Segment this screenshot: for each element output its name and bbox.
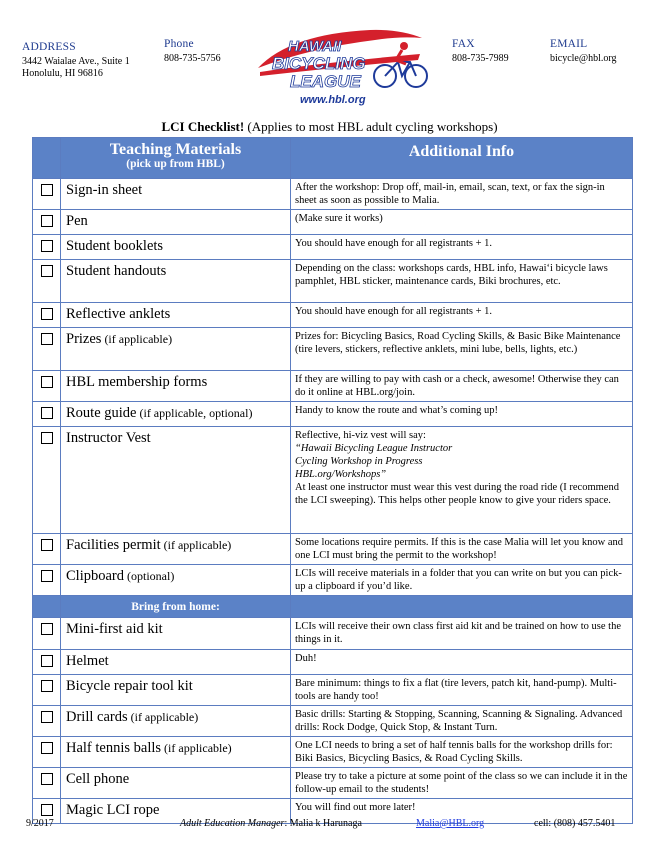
item-label: Route guide xyxy=(66,405,137,421)
checkbox[interactable] xyxy=(41,407,53,419)
section-title: Bring from home: xyxy=(61,596,291,618)
checkbox[interactable] xyxy=(41,265,53,277)
logo-text-1: HAWAII xyxy=(288,38,342,55)
header-checkbox-cell xyxy=(33,138,61,179)
checkbox[interactable] xyxy=(41,333,53,345)
item-info: You will find out more later! xyxy=(291,799,633,824)
item-note: (if applicable, optional) xyxy=(136,406,253,420)
col-teaching-materials xyxy=(61,138,291,179)
item-name xyxy=(61,328,291,371)
item-name xyxy=(61,706,291,737)
item-info: LCIs will receive their own class first aid kit and be trained on how to use the things in it. xyxy=(291,618,633,650)
checkbox[interactable] xyxy=(41,773,53,785)
section-row-home xyxy=(33,596,633,618)
item-label: Helmet xyxy=(66,653,109,669)
item-name xyxy=(61,260,291,303)
item-info: LCIs will receive materials in a folder that you can write on but you can pick-up a clipboard if you’d like. xyxy=(291,565,633,596)
checkbox[interactable] xyxy=(41,432,53,444)
checkbox[interactable] xyxy=(41,570,53,582)
address-block xyxy=(22,41,130,81)
item-name xyxy=(61,675,291,706)
item-info: After the workshop: Drop off, mail-in, email, scan, text, or fax the sign-in sheet as soon as possible to Malia. xyxy=(291,179,633,210)
phone-block xyxy=(164,38,221,65)
item-note: (optional) xyxy=(124,569,175,583)
checkbox[interactable] xyxy=(41,680,53,692)
item-info: One LCI needs to bring a set of half tennis balls for the workshop drills for: Biki Basics, Bicycling Basics, & Road Cycling Skills. xyxy=(291,737,633,768)
address-label: ADDRESS xyxy=(22,41,76,53)
table-row xyxy=(33,260,633,303)
table-header-row xyxy=(33,138,633,179)
checkbox[interactable] xyxy=(41,804,53,816)
item-label: Reflective anklets xyxy=(66,306,171,322)
checkbox[interactable] xyxy=(41,215,53,227)
item-info: If they are willing to pay with cash or a check, awesome! Otherwise they can do it online at HBL.org/join. xyxy=(291,371,633,402)
table-row xyxy=(33,179,633,210)
item-label: Sign-in sheet xyxy=(66,182,143,198)
item-name xyxy=(61,534,291,565)
item-info: Some locations require permits. If this is the case Malia will let you know and one LCI must bring the permit to the workshop! xyxy=(291,534,633,565)
fax-label: FAX xyxy=(452,38,475,50)
title-rest: (Applies to most HBL adult cycling workshops) xyxy=(244,119,498,134)
email-block xyxy=(550,38,617,65)
hbl-logo xyxy=(250,24,430,106)
item-name xyxy=(61,210,291,235)
logo-text-2: BICYCLING xyxy=(272,54,366,73)
item-name xyxy=(61,303,291,328)
checkbox[interactable] xyxy=(41,711,53,723)
logo-text-3: LEAGUE xyxy=(290,72,361,91)
item-name xyxy=(61,650,291,675)
footer-manager xyxy=(180,818,362,829)
table-row xyxy=(33,675,633,706)
footer-cell: cell: (808) 457.5401 xyxy=(534,818,616,829)
checkbox[interactable] xyxy=(41,655,53,667)
table-row xyxy=(33,402,633,427)
vest-italic1: “Hawaii Bicycling League Instructor xyxy=(295,443,453,454)
checkbox[interactable] xyxy=(41,240,53,252)
item-name xyxy=(61,179,291,210)
address-line1: 3442 Waialae Ave., Suite 1 xyxy=(22,55,130,67)
fax-value: 808-735-7989 xyxy=(452,52,509,64)
item-info: You should have enough for all registrants + 1. xyxy=(291,235,633,260)
item-label: Bicycle repair tool kit xyxy=(66,678,193,694)
item-label: Cell phone xyxy=(66,771,130,787)
item-label: Drill cards xyxy=(66,709,128,725)
item-label: Student booklets xyxy=(66,238,164,254)
table-row xyxy=(33,210,633,235)
item-label: Magic LCI rope xyxy=(66,802,160,818)
vest-italic2: Cycling Workshop in Progress xyxy=(295,456,423,467)
table-row xyxy=(33,618,633,650)
item-label: HBL membership forms xyxy=(66,374,208,390)
item-info: You should have enough for all registrants + 1. xyxy=(291,303,633,328)
checklist-table xyxy=(32,137,633,824)
checkbox[interactable] xyxy=(41,539,53,551)
table-row xyxy=(33,565,633,596)
item-name xyxy=(61,235,291,260)
item-label: Clipboard xyxy=(66,568,124,584)
email-value: bicycle@hbl.org xyxy=(550,52,617,64)
item-label: Facilities permit xyxy=(66,537,161,553)
item-name xyxy=(61,618,291,650)
footer-date: 9/2017 xyxy=(26,818,54,829)
table-row xyxy=(33,706,633,737)
vest-italic3: HBL.org/Workshops” xyxy=(295,469,387,480)
item-info: Basic drills: Starting & Stopping, Scanning, Scanning & Signaling. Advanced drills: Rock Dodge, Quick Stop, & Instant Turn. xyxy=(291,706,633,737)
item-note: (if applicable) xyxy=(127,710,199,724)
table-row xyxy=(33,534,633,565)
item-name xyxy=(61,402,291,427)
vest-line1: Reflective, hi-viz vest will say: xyxy=(295,430,426,441)
item-info xyxy=(291,427,633,534)
table-row xyxy=(33,235,633,260)
table-row xyxy=(33,768,633,799)
email-label: EMAIL xyxy=(550,38,588,50)
address-line2: Honolulu, HI 96816 xyxy=(22,68,103,79)
item-note: (if applicable) xyxy=(160,538,232,552)
table-row xyxy=(33,371,633,402)
item-note: (if applicable) xyxy=(101,332,173,346)
table-row xyxy=(33,737,633,768)
table-row xyxy=(33,328,633,371)
checkbox[interactable] xyxy=(41,376,53,388)
item-label: Half tennis balls xyxy=(66,740,162,756)
fax-block xyxy=(452,38,509,65)
item-name xyxy=(61,371,291,402)
col1-header: Teaching Materials xyxy=(109,141,242,158)
item-note: (if applicable) xyxy=(161,741,232,755)
manager-name: : Malia k Harunaga xyxy=(284,818,362,829)
title-bold: LCI Checklist! xyxy=(161,119,245,134)
col-additional-info: Additional Info xyxy=(291,138,633,179)
phone-value: 808-735-5756 xyxy=(164,52,221,64)
item-info: Handy to know the route and what’s coming up! xyxy=(291,402,633,427)
checkbox[interactable] xyxy=(41,742,53,754)
table-row xyxy=(33,427,633,534)
item-label: Pen xyxy=(66,213,88,229)
item-info: Duh! xyxy=(291,650,633,675)
checkbox[interactable] xyxy=(41,623,53,635)
item-info: Prizes for: Bicycling Basics, Road Cycling Skills, & Basic Bike Maintenance (tire levers, stickers, reflective anklets, mini lube, bells, lights, etc.) xyxy=(291,328,633,371)
item-info: Bare minimum: things to fix a flat (tire levers, patch kit, hand-pump). Multi-tools are handy too! xyxy=(291,675,633,706)
footer-email-link[interactable]: Malia@HBL.org xyxy=(416,818,485,829)
item-info: (Make sure it works) xyxy=(291,210,633,235)
item-name xyxy=(61,768,291,799)
item-info: Please try to take a picture at some point of the class so we can include it in the follow-up email to the students! xyxy=(291,768,633,799)
table-row xyxy=(33,650,633,675)
item-name: Instructor Vest xyxy=(61,427,291,534)
item-name xyxy=(61,565,291,596)
item-info: Depending on the class: workshops cards, HBL info, Hawaiʻi bicycle laws pamphlet, HBL sticker, maintenance cards, Biki brochures, etc. xyxy=(291,260,633,303)
item-label: Prizes xyxy=(66,331,102,347)
item-name xyxy=(61,737,291,768)
manager-label: Adult Education Manager xyxy=(180,818,285,829)
logo-url: www.hbl.org xyxy=(300,94,366,106)
checkbox[interactable] xyxy=(41,308,53,320)
phone-label: Phone xyxy=(164,38,194,50)
col1-subheader: (pick up from HBL) xyxy=(126,158,225,170)
page-title xyxy=(0,119,659,135)
vest-line2: At least one instructor must wear this vest during the road ride (I recommend the LCI sweeping). This helps other people know to give your riders space. xyxy=(295,482,619,506)
item-label: Mini-first aid kit xyxy=(66,621,163,637)
item-label: Student handouts xyxy=(66,263,167,279)
checkbox[interactable] xyxy=(41,184,53,196)
table-row xyxy=(33,303,633,328)
